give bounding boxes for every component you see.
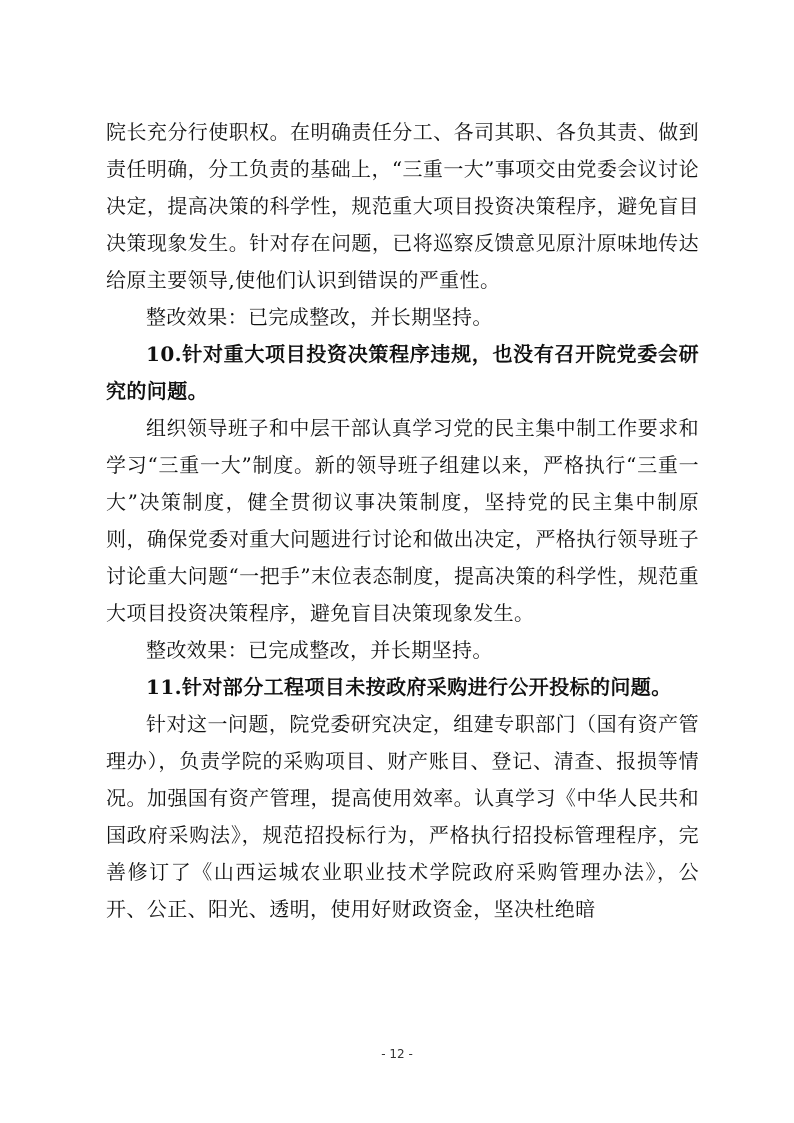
paragraph-1: 院长充分行使职权。在明确责任分工、各司其职、各负其责、做到责任明确，分工负责的基础上，“三重一大”事项交由党委会议讨论决定，提高决策的科学性，规范重大项目投资决策程序，避免盲目决策现象发生。针对存在问题，已将巡察反馈意见原汁原味地传达给原主要领导,使他们认识到错误的严重性。 <box>106 120 699 292</box>
paragraph-5: 针对这一问题，院党委研究决定，组建专职部门（国有资产管理办），负责学院的采购项目、财产账目、登记、清查、报损等情况。加强国有资产管理，提高使用效率。认真学习《中华人民共和国政府采购法》，规范招投标行为，严格执行招投标管理程序，完善修订了《山西运城农业职业技术学院政府采购管理办法》，公开、公正、阳光、透明，使用好财政资金，坚决杜绝暗 <box>106 712 699 921</box>
paragraph-4: 整改效果：已完成整改，并长期坚持。 <box>146 638 493 662</box>
document-body <box>106 114 699 928</box>
paragraph-2: 整改效果：已完成整改，并长期坚持。 <box>146 305 493 329</box>
page-number: - 12 - <box>381 1047 413 1061</box>
section-heading-11: 11.针对部分工程项目未按政府采购进行公开投标的问题。 <box>146 675 672 699</box>
paragraph-3: 组织领导班子和中层干部认真学习党的民主集中制工作要求和学习“三重一大”制度。新的领导班子组建以来，严格执行“三重一大”决策制度，健全贯彻议事决策制度，坚持党的民主集中制原则，确保党委对重大问题进行讨论和做出决定，严格执行领导班子讨论重大问题“一把手”末位表态制度，提高决策的科学性，规范重大项目投资决策程序，避免盲目决策现象发生。 <box>106 416 699 625</box>
section-heading-10: 10.针对重大项目投资决策程序违规，也没有召开院党委会研究的问题。 <box>106 342 699 403</box>
